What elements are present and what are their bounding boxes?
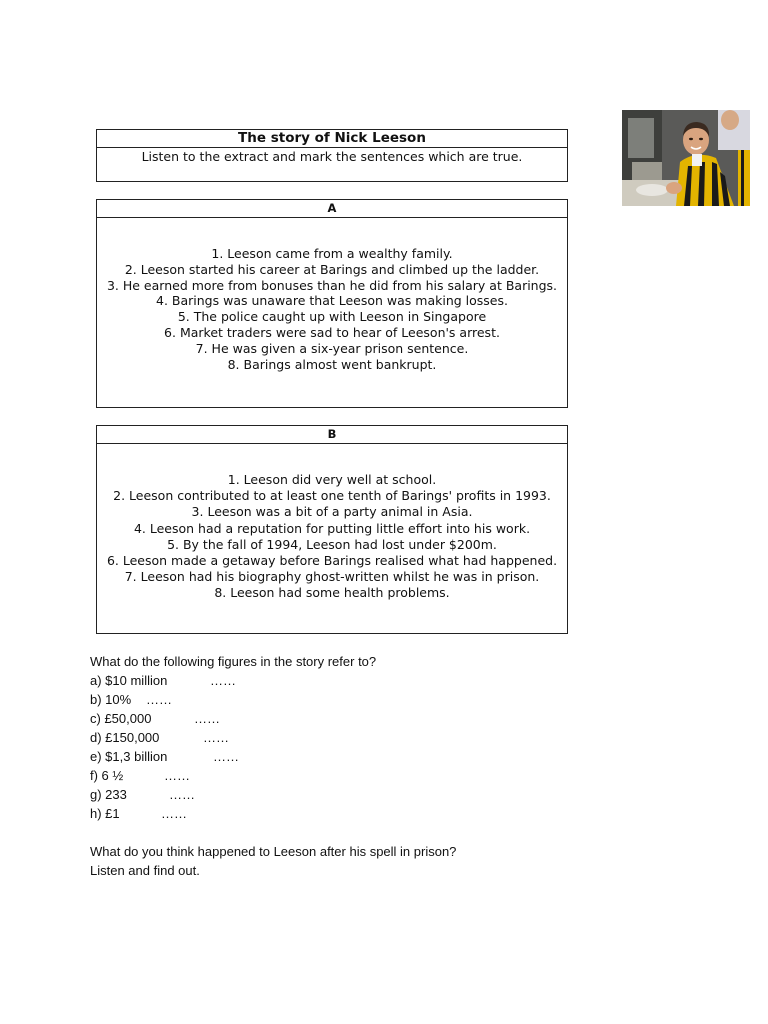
figure-label: e) $1,3 billion [90,749,168,764]
list-item: 2. Leeson contributed to at least one tenth of Barings' profits in 1993. [113,488,551,504]
figure-label: f) 6 ½ [90,768,124,783]
list-item: 8. Leeson had some health problems. [214,585,450,601]
figure-blank: …… [194,711,220,726]
figure-blank: …… [146,692,172,707]
worksheet-instruction: Listen to the extract and mark the sentences which are true. [141,149,523,164]
list-item: 1. Leeson did very well at school. [227,472,437,487]
list-item: 1. Leeson came from a wealthy family. [211,246,453,261]
section-a-list [97,246,567,372]
nick-leeson-photo [622,110,750,206]
worksheet-title: The story of Nick Leeson [97,130,567,148]
figure-blank: …… [203,730,229,745]
figure-blank: …… [164,768,190,783]
section-b-box [96,425,568,634]
section-b-heading: B [97,426,567,444]
list-item: 3. Leeson was a bit of a party animal in Asia. [191,504,473,520]
list-item: 5. By the fall of 1994, Leeson had lost under $200m. [167,536,497,552]
figure-item [90,728,550,747]
section-b-list [97,472,567,602]
figure-item [90,785,550,804]
list-item: 4. Leeson had a reputation for putting little effort into his work. [133,520,531,536]
figure-item [90,766,550,785]
section-a-heading: A [97,200,567,218]
figure-blank: …… [161,806,187,821]
figure-item [90,804,550,823]
figure-blank: …… [210,673,236,688]
figure-item [90,747,550,766]
section-a-box [96,199,568,408]
figure-label: b) 10% [90,692,132,707]
figures-question: What do the following figures in the story refer to? [90,654,377,669]
follow-up-instruction: Listen and find out. [90,863,200,878]
figure-item [90,671,550,690]
figure-item [90,690,550,709]
list-item: 7. Leeson had his biography ghost-written whilst he was in prison. [124,569,540,585]
follow-up-question: What do you think happened to Leeson after his spell in prison? [90,844,457,859]
list-item: 3. He earned more from bonuses than he did from his salary at Barings. [106,277,558,293]
list-item: 4. Barings was unaware that Leeson was making losses. [156,293,508,309]
figure-label: d) £150,000 [90,730,160,745]
list-item: 6. Market traders were sad to hear of Leeson's arrest. [164,324,500,340]
figure-label: a) $10 million [90,673,168,688]
figures-section [90,652,550,880]
figure-label: g) 233 [90,787,127,802]
figure-label: c) £50,000 [90,711,152,726]
list-item: 5. The police caught up with Leeson in Singapore [177,309,487,325]
figure-blank: …… [169,787,195,802]
figure-item [90,709,550,728]
list-item: 2. Leeson started his career at Barings and climbed up the ladder. [124,261,540,277]
title-box [96,129,568,182]
list-item: 6. Leeson made a getaway before Barings realised what had happened. [106,553,558,569]
figure-label: h) £1 [90,806,120,821]
list-item: 7. He was given a six-year prison sentence. [195,340,469,356]
list-item: 8. Barings almost went bankrupt. [227,356,437,372]
figure-blank: …… [213,749,239,764]
